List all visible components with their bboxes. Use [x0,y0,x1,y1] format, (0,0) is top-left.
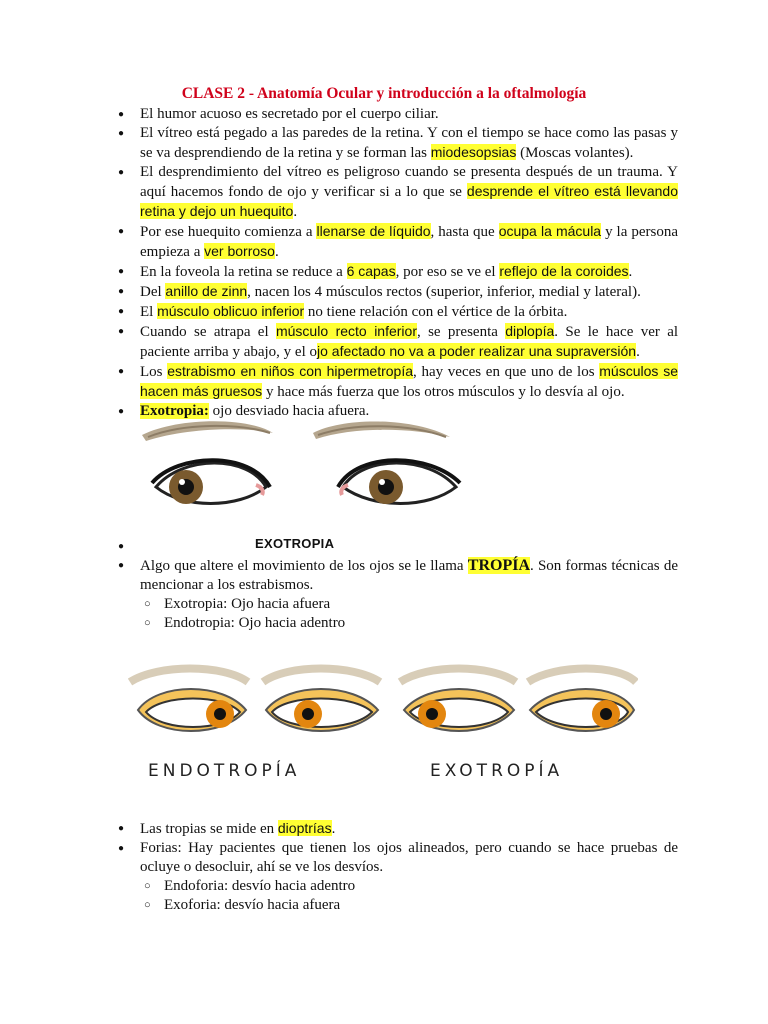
highlight: anillo de zinn [165,283,248,299]
list-item: ● El humor acuoso es secretado por el cuerpo ciliar. [118,105,678,124]
list-item: ● Cuando se atrapa el músculo recto inferior, se presenta diplopía. Se le hace ver al paciente arriba y abajo, y el ojo afectado no va a poder realizar una supraversión. [118,322,678,362]
list-item: ● El desprendimiento del vítreo es peligroso cuando se presenta después de un trauma. Y aquí hacemos fondo de ojo y verificar si a lo que se desprende el vítreo está llevando retina y dejo un huequito. [118,163,678,222]
list-item: ● Exotropia: ojo desviado hacia afuera. [118,402,678,421]
eyebrow-shape [142,421,273,441]
list-item: ● El músculo oblicuo inferior no tiene relación con el vértice de la órbita. [118,302,678,322]
list-item: ● Del anillo de zinn, nacen los 4 músculos rectos (superior, inferior, medial y lateral). [118,282,678,302]
list-item: ● Los estrabismo en niños con hipermetropía, hay veces en que uno de los músculos se hacen más gruesos y hace más fuerza que los otros músculos y lo desvía al ojo. [118,362,678,402]
endotropia-exotropia-illustration [128,660,638,755]
exotropia-illustration [138,415,468,525]
highlight: ocupa la mácula [498,223,602,239]
empty-bullet: ● [118,541,125,552]
highlight: TROPÍA [467,557,530,574]
highlight: dioptrías [277,820,332,836]
list-item: ● El vítreo está pegado a las paredes de la retina. Y con el tiempo se hace como las pasas y se va desprendiendo de la retina y se forman las miodesopsias (Moscas volantes). [118,124,678,163]
highlight: músculo recto inferior [275,323,417,339]
list-item: ● Por ese huequito comienza a llenarse de líquido, hasta que ocupa la mácula y la persona empieza a ver borroso. [118,222,678,262]
highlight: jo afectado no va a poder realizar una supraversión [317,343,637,359]
highlight: desprende el vítreo está llevando retina y dejo un huequito [140,183,679,219]
sub-list-item: ○ Exotropia: Ojo hacia afuera [118,595,678,614]
highlight: Exotropia: [140,403,209,419]
list-item: ● Algo que altere el movimiento de los ojos se le llama TROPÍA. Son formas técnicas de mencionar a los estrabismos. [118,556,678,595]
highlight: diplopía [505,323,555,339]
sub-list-item: ○ Endotropia: Ojo hacia adentro [118,614,678,633]
highlight: estrabismo en niños con hipermetropía [167,363,413,379]
highlight: ver borroso [204,243,275,259]
highlight: llenarse de líquido [316,223,431,239]
highlight: miodesopsias [430,144,517,160]
highlight: 6 capas [346,263,396,279]
bullet-list-tropia [118,556,678,633]
exotropia-figure-label: EXOTROPIA [255,536,335,551]
highlight: reflejo de la coroides [499,263,629,279]
bullet-list-main [118,105,678,421]
exotropia-figure-label-2: EXOTROPÍA [430,761,564,781]
list-item: ● En la foveola la retina se reduce a 6 capas, por eso se ve el reflejo de la coroides. [118,262,678,282]
endotropia-figure-label: ENDOTROPÍA [148,761,301,781]
highlight: músculos se hacen más gruesos [140,363,678,399]
sub-list-item: ○ Endoforia: desvío hacia adentro [118,877,678,896]
bullet-list-forias [118,819,678,915]
list-item: ● Las tropias se mide en dioptrías. [118,819,678,839]
sub-list-item: ○ Exoforia: desvío hacia afuera [118,896,678,915]
highlight: músculo oblicuo inferior [157,303,305,319]
list-item: ● Forias: Hay pacientes que tienen los ojos alineados, pero cuando se hace pruebas de ocluye o desocluir, ahí se ve los desvíos. [118,839,678,877]
document-title: CLASE 2 - Anatomía Ocular y introducción a la oftalmología [181,85,587,102]
